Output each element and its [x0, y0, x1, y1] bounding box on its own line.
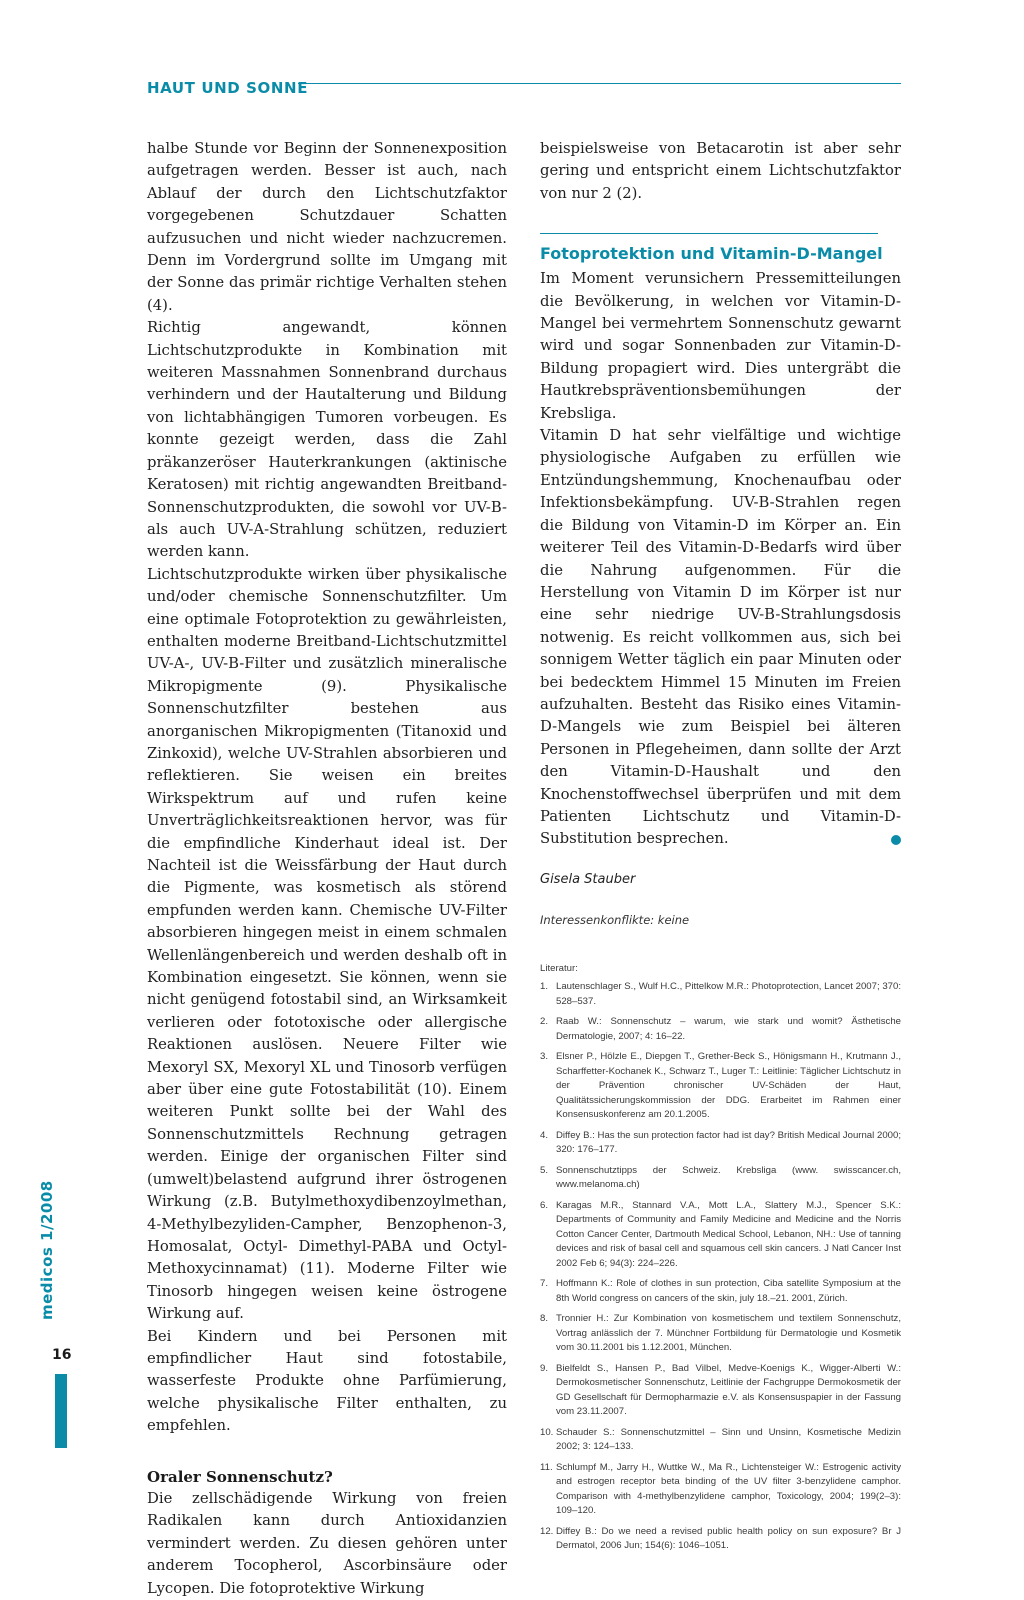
running-header: HAUT UND SONNE	[147, 79, 309, 97]
reference-text: Raab W.: Sonnenschutz – warum, wie stark und womit? Ästhetische Dermatologie, 2007; 4: 16–22.	[556, 1016, 901, 1042]
reference-number: 12.	[540, 1525, 554, 1537]
reference-number: 2.	[540, 1016, 549, 1028]
accent-bar	[55, 1374, 67, 1448]
reference-item	[540, 1050, 901, 1123]
reference-item	[540, 1362, 901, 1420]
page-number: 16	[52, 1347, 72, 1363]
reference-number: 6.	[540, 1199, 549, 1211]
body-paragraph: beispielsweise von Betacarotin ist aber sehr gering und entspricht einem Lichtschutzfaktor von nur 2 (2).	[540, 140, 901, 202]
body-paragraph: halbe Stunde vor Beginn der Sonnenexposition aufgetragen werden. Besser ist auch, nach Ablauf der durch den Lichtschutzfaktor vorgegebenen Schutzdauer Schatten aufzusuchen und nicht wieder nachzucremen. Denn im Vordergrund sollte im Umgang mit der Sonne das primär richtige Verhalten stehen (4).	[147, 140, 507, 314]
reference-text: Diffey B.: Has the sun protection factor had ist day? British Medical Journal 2000; 320: 176–177.	[556, 1129, 901, 1156]
body-paragraph: Lichtschutzprodukte wirken über physikalische und/oder chemische Sonnenschutzfilter. Um eine optimale Fotoprotektion zu gewährleisten, enthalten moderne Breitband-Lichtschutzmittel UV-A-, UV-B-Filter und zusätzlich mineralische Mikropigmente (9). Physikalische Sonnenschutzfilter bestehen aus anorganischen Mikropigmenten (Titanoxid und Zinkoxid), welche UV-Strahlen absorbieren und reflektieren. Sie weisen ein breites Wirkspektrum auf und rufen keine Unverträglichkeitsreaktionen hervor, was für die empfindliche Kinderhaut ideal ist. Der Nachteil ist die Weissfärbung der Haut durch die Pigmente, was kosmetisch als störend empfunden werden kann. Chemische UV-Filter absorbieren hingegen meist in einem schmalen Wellenlängenbereich und werden deshalb oft in Kombination eingesetzt. Sie können, wenn sie nicht genügend fotostabil sind, an Wirksamkeit verlieren oder fototoxische oder allergische Reaktionen auslösen. Neuere Filter wie Mexoryl SX, Mexoryl XL und Tinosorb verfügen aber über eine gute Fotostabilität (10). Einem weiteren Punkt sollte bei der Wahl des Sonnenschutzmittels Rechnung getragen werden. Einige der organischen Filter sind (umwelt)belastend aufgrund ihrer östrogenen Wirkung (z.B. Butylmethoxydibenzoylmethan, 4-Methylbezyliden-Campher, Benzophenon-3, Homosalat, Octyl- Dimethyl-PABA und Octyl-Methoxycinnamat) (11). Moderne Filter wie Tinosorb hingegen weisen keine östrogene Wirkung auf.	[147, 565, 507, 1323]
author: Gisela Stauber	[540, 871, 636, 887]
body-paragraph: Im Moment verunsichern Pressemitteilungen die Bevölkerung, in welchen vor Vitamin-D-Mangel bei vermehrtem Sonnenschutz gewarnt wird und sogar Sonnenbaden zur Vitamin-D-Bildung propagiert wird. Dies untergräbt die Hautkrebspräventionsbemühungen der Krebsliga.	[540, 270, 901, 422]
journal-issue-label: medicos 1/2008	[38, 1180, 56, 1320]
section-rule	[540, 233, 878, 234]
body-paragraph	[540, 425, 901, 851]
reference-text: Tronnier H.: Zur Kombination von kosmetischem und textilem Sonnenschutz, Vortrag anlässlich der 7. Münchner Fortbildung für Dermatologie und Kosmetik vom 30.11.2001 bis 1.12.2001, München.	[556, 1313, 901, 1354]
reference-number: 8.	[540, 1313, 549, 1325]
paragraph-text: Vitamin D hat sehr vielfältige und wichtige physiologische Aufgaben zu erfüllen wie Entzündungshemmung, Knochenaufbau oder Infektionsbekämpfung. UV-B-Strahlen regen die Bildung von Vitamin-D im Körper an. Ein weiterer Teil des Vitamin-D-Bedarfs wird über die Nahrung aufgenommen. Für die Herstellung von Vitamin D im Körper ist nur eine sehr niedrige UV-B-Strahlungsdosis notwenig. Es reicht vollkommen aus, sich bei sonnigem Wetter täglich ein paar Minuten oder bei bedecktem Himmel 15 Minuten im Freien aufzuhalten. Besteht das Risiko eines Vitamin-D-Mangels wie zum Beispiel bei älteren Personen in Pflegeheimen, dann sollte der Arzt den Vitamin-D-Haushalt und den Knochenstoffwechsel überprüfen und mit dem Patienten Lichtschutz und Vitamin-D-Substitution besprechen.	[540, 427, 901, 848]
references	[540, 962, 901, 1554]
reference-text: Diffey B.: Do we need a revised public health policy on sun exposure? Br J Dermatol, 2006 Jun; 154(6): 1046–1051.	[556, 1525, 901, 1552]
reference-number: 1.	[540, 981, 549, 993]
references-list	[540, 980, 901, 1554]
reference-item	[540, 1164, 901, 1193]
header-rule	[298, 83, 901, 84]
subheading-oral-sun-protection: Oraler Sonnenschutz?	[147, 1467, 333, 1486]
body-paragraph: Bei Kindern und bei Personen mit empfindlicher Haut sind fotostabile, wasserfeste Produkte ohne Parfümierung, welche physikalische Filter enthalten, zu empfehlen.	[147, 1327, 507, 1435]
section-heading: Fotoprotektion und Vitamin-D-Mangel	[540, 244, 883, 264]
reference-item	[540, 1015, 901, 1044]
reference-text: Elsner P., Hölzle E., Diepgen T., Grether-Beck S., Hönigsmann H., Krutmann J., Scharffetter-Kochanek K., Schwarz T., Luger T.: Leitlinie: Täglicher Lichtschutz in der Prävention chronischer UV-Schäden der Haut, Qualitätssicherungskommission der DDG. Erarbeitet im Rahmen einer Konsensuskonferenz am 20.1.2005.	[556, 1051, 901, 1121]
reference-item	[540, 1312, 901, 1356]
reference-item	[540, 1199, 901, 1272]
reference-number: 10.	[540, 1426, 554, 1438]
reference-item	[540, 1525, 901, 1554]
reference-number: 5.	[540, 1164, 549, 1176]
reference-number: 3.	[540, 1051, 549, 1063]
body-paragraph: Die zellschädigende Wirkung von freien Radikalen kann durch Antioxidanzien vermindert werden. Zu diesen gehören unter anderem Tocopherol, Ascorbinsäure oder Lycopen. Die fotoprotektive Wirkung	[147, 1489, 507, 1597]
reference-text: Schlumpf M., Jarry H., Wuttke W., Ma R., Lichtensteiger W.: Estrogenic activity and estrogen receptor beta binding of the UV filter 3-benzylidene camphor. Comparison with 4-methylbenzylidene camphor, Toxicology, 2004; 199(2–3): 109–120.	[556, 1461, 901, 1517]
reference-number: 11.	[540, 1461, 553, 1473]
reference-text: Sonnenschutztipps der Schweiz. Krebsliga (www. swisscancer.ch, www.melanoma.ch)	[556, 1164, 901, 1191]
reference-text: Lautenschlager S., Wulf H.C., Pittelkow M.R.: Photoprotection, Lancet 2007; 370: 528–537.	[556, 981, 901, 1007]
end-of-article-dot-icon	[891, 835, 901, 845]
reference-text: Hoffmann K.: Role of clothes in sun protection, Ciba satellite Symposium at the 8th World congress on cancers of the skin, july 18.–21. 2001, Zürich.	[556, 1278, 901, 1304]
references-label: Literatur:	[540, 962, 578, 974]
body-paragraph: Richtig angewandt, können Lichtschutzprodukte in Kombination mit weiteren Massnahmen Sonnenbrand durchaus verhindern und der Hautalterung und Bildung von lichtabhängigen Tumoren vorbeugen. Es konnte gezeigt werden, dass die Zahl präkanzeröser Hauterkrankungen (aktinische Keratosen) mit richtig angewandten Breitband-Sonnenschutzprodukten, die sowohl vor UV-B- als auch UV-A-Strahlung schützen, reduziert werden kann.	[147, 319, 507, 561]
reference-item	[540, 1129, 901, 1158]
conflict-of-interest: Interessenkonflikte: keine	[540, 913, 690, 928]
reference-number: 4.	[540, 1129, 549, 1141]
reference-item	[540, 1426, 901, 1455]
reference-text: Schauder S.: Sonnenschutzmittel – Sinn und Unsinn, Kosmetische Medizin 2002; 3: 124–133.	[556, 1426, 901, 1453]
reference-number: 7.	[540, 1278, 549, 1290]
right-column	[540, 138, 901, 1560]
left-column	[147, 138, 507, 1600]
reference-text: Bielfeldt S., Hansen P., Bad Vilbel, Medve-Koenigs K., Wigger-Alberti W.: Dermokosmetischer Sonnenschutz, Leitlinie der Fachgruppe Dermokosmetik der GD Gesellschaft für Dermopharmazie e.V. als Konsensuspapier in der Fassung vom 23.11.2007.	[556, 1362, 901, 1418]
reference-number: 9.	[540, 1362, 549, 1374]
reference-item	[540, 980, 901, 1009]
reference-item	[540, 1277, 901, 1306]
reference-text: Karagas M.R., Stannard V.A., Mott L.A., Slattery M.J., Spencer S.K.: Departments of Community and Family Medicine and Medicine and the Norris Cotton Cancer Center, Dartmouth Medical School, Lebanon, NH.: Use of tanning devices and risk of basal cell and squamous cell skin cancers. J Natl Cancer Inst 2002 Feb 6; 94(3): 224–226.	[556, 1199, 901, 1269]
reference-item	[540, 1461, 901, 1519]
